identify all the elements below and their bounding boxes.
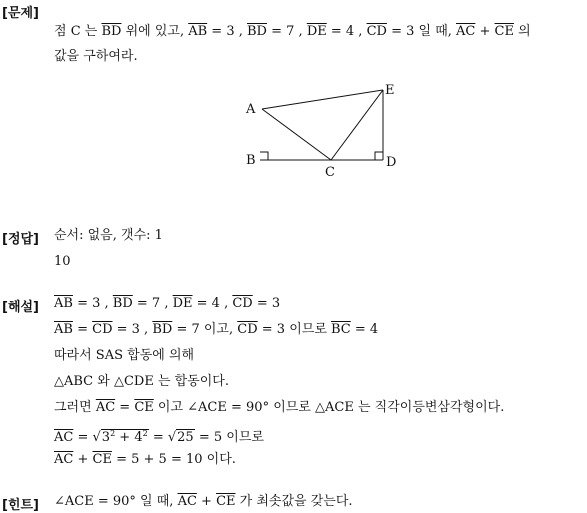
solution-line-3: 따라서 SAS 합동에 의해 <box>54 348 195 363</box>
answer-label: [정답] <box>2 232 39 247</box>
segment-ce <box>331 90 383 160</box>
segment-ae <box>262 90 383 109</box>
point-c-label: C <box>325 165 335 180</box>
problem-line-1: 점 C 는 $\overline{BD}$ 위에 있고, $\overline{AB} = 3$ , $\overline{BD} = 7$ , $\overline{DE} = 4$ , $\overline{CD} = 3$ 일 때, $\overline{AC} + \overline{CE}$ 의 <box>54 24 531 39</box>
solution-line-5: 그러면 $\overline{AC} = \overline{CE}$ 이고 ∠ACE = 90° 이므로 △ACE 는 직각이등변삼각형이다. <box>54 400 505 415</box>
solution-line-4: △ABC 와 △CDE 는 합동이다. <box>54 374 229 389</box>
segment-ac <box>262 109 331 160</box>
solution-line-6: $\overline{AC} = √3^2 + 4^2 = √25 = 5$ 이므로 <box>54 429 264 445</box>
point-e-label: E <box>385 83 395 98</box>
problem-line-2: 값을 구하여라. <box>54 49 138 64</box>
answer-line-2: 10 <box>54 254 71 269</box>
point-b-label: B <box>246 153 256 168</box>
hint-label: [힌트] <box>2 498 39 513</box>
problem-label: [문제] <box>2 6 39 21</box>
point-a-label: A <box>246 102 256 117</box>
geometry-figure <box>240 82 410 182</box>
solution-line-7: $\overline{AC} + \overline{CE} = 5 + 5 = 10$ 이다. <box>54 452 236 467</box>
answer-line-1: 순서: 없음, 갯수: 1 <box>54 228 163 243</box>
right-angle-d <box>375 152 383 160</box>
solution-label: [해설] <box>2 300 39 315</box>
solution-line-2: $\overline{AB} = \overline{CD} = 3$ , $\overline{BD} = 7$ 이고, $\overline{CD} = 3$ 이므로 $\overline{BC} = 4$ <box>54 322 379 337</box>
right-angle-b <box>260 152 268 160</box>
hint-line-1: ∠ACE = 90° 일 때, $\overline{AC} + \overline{CE}$ 가 최솟값을 갖는다. <box>54 494 353 509</box>
point-d-label: D <box>386 155 397 170</box>
solution-line-1: $\overline{AB} = 3$ , $\overline{BD} = 7$ , $\overline{DE} = 4$ , $\overline{CD} = 3$ <box>54 296 281 311</box>
